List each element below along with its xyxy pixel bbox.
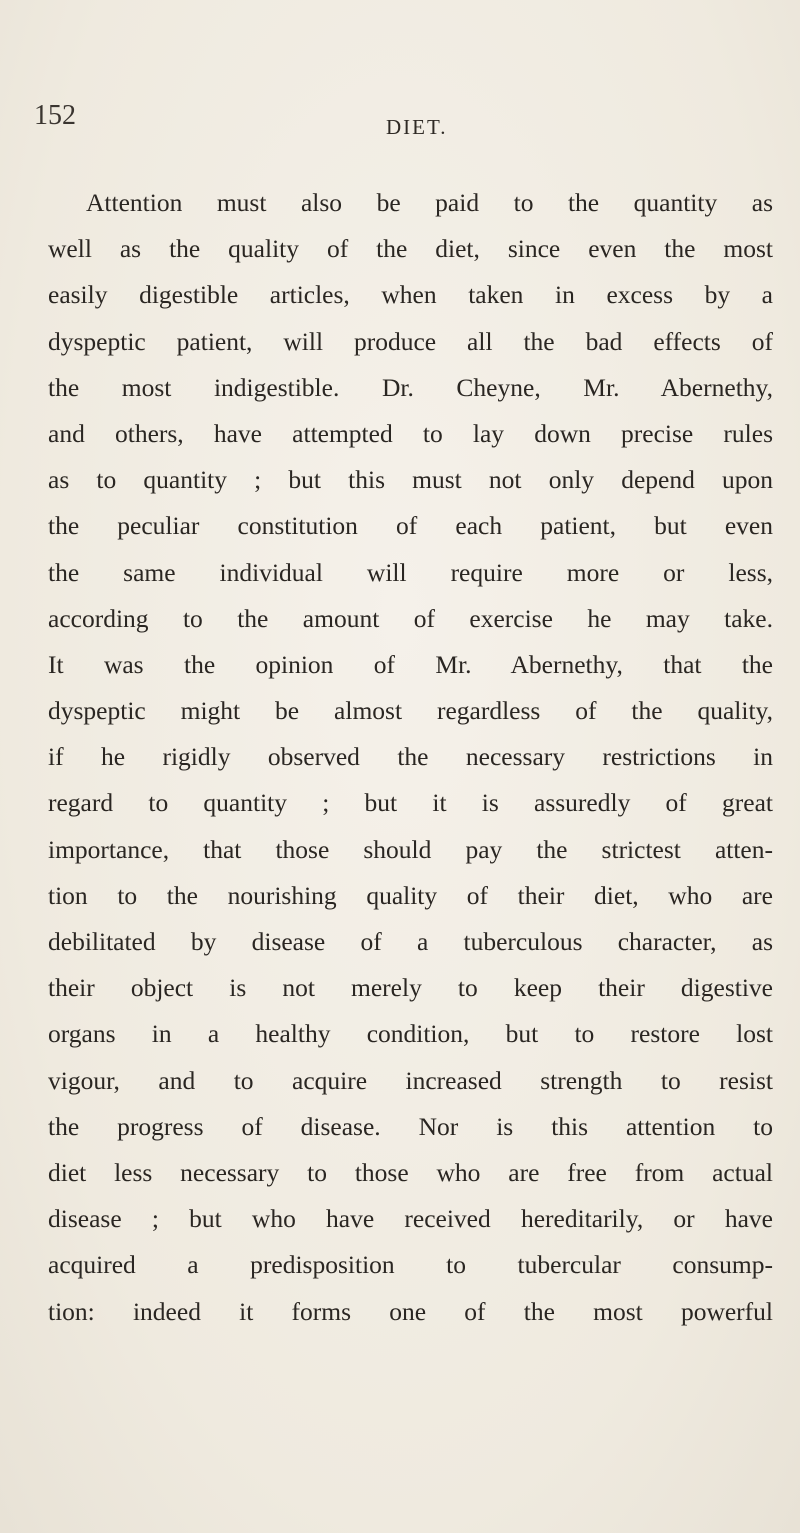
text-line: and others, have attempted to lay down precise rules <box>48 418 773 448</box>
text-line: as to quantity ; but this must not only depend upon <box>48 465 773 495</box>
text-line: organs in a healthy condition, but to restore lost <box>48 1019 773 1049</box>
text-line: the progress of disease. Nor is this attention to <box>48 1111 773 1141</box>
text-line: regard to quantity ; but it is assuredly of great <box>48 788 773 818</box>
text-line: Attention must also be paid to the quantity as <box>86 188 773 217</box>
text-line: dyspeptic patient, will produce all the bad effects of <box>48 326 773 356</box>
text-line: vigour, and to acquire increased strength to resist <box>48 1065 773 1095</box>
text-line: importance, that those should pay the strictest atten- <box>48 834 773 864</box>
text-line: acquired a predisposition to tubercular consump- <box>48 1250 773 1280</box>
running-head: DIET. <box>386 115 448 139</box>
text-line: diet less necessary to those who are free from actual <box>48 1157 773 1187</box>
text-line: dyspeptic might be almost regardless of the quality, <box>48 696 773 726</box>
text-line: disease ; but who have received hereditarily, or have <box>48 1204 773 1234</box>
text-line: tion: indeed it forms one of the most powerful <box>48 1296 773 1326</box>
text-line: the same individual will require more or less, <box>48 557 773 587</box>
text-line: the peculiar constitution of each patient, but even <box>48 511 773 541</box>
text-line: their object is not merely to keep their digestive <box>48 973 773 1003</box>
text-line: It was the opinion of Mr. Abernethy, that the <box>48 649 773 679</box>
text-line: debilitated by disease of a tuberculous character, as <box>48 927 773 956</box>
text-line: easily digestible articles, when taken in excess by a <box>48 280 773 310</box>
text-line: according to the amount of exercise he may take. <box>48 603 773 633</box>
text-line: well as the quality of the diet, since even the most <box>48 234 773 264</box>
page-number: 152 <box>34 100 76 131</box>
body-paragraph <box>48 180 773 1335</box>
text-line: if he rigidly observed the necessary restrictions in <box>48 742 773 772</box>
text-line: the most indigestible. Dr. Cheyne, Mr. Abernethy, <box>48 372 773 402</box>
text-line: tion to the nourishing quality of their diet, who are <box>48 880 773 910</box>
